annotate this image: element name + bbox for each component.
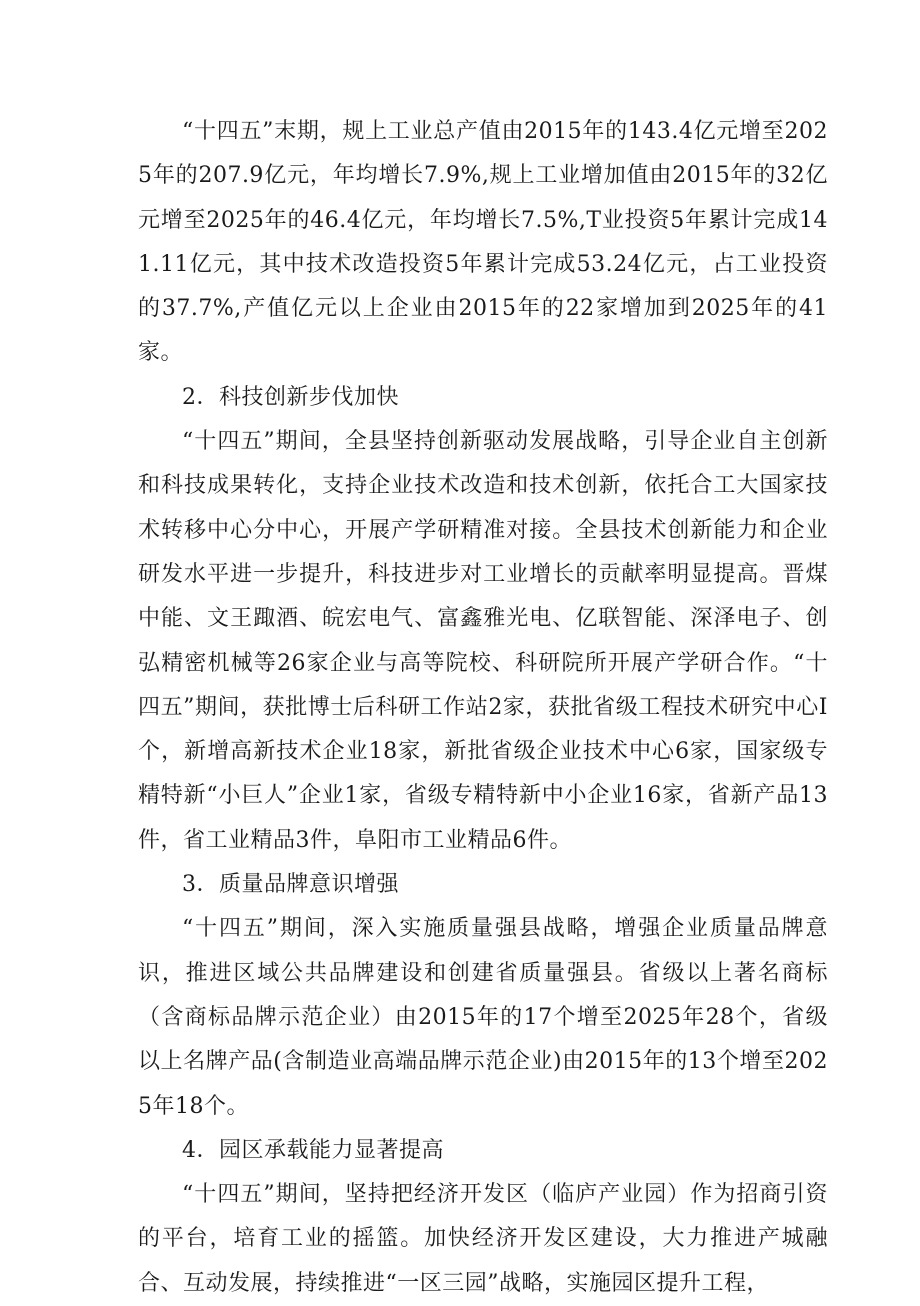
paragraph-industrial-output: “十四五”末期，规上工业总产值由2015年的143.4亿元增至2025年的207.9亿元，年均增长7.9%,规上工业增加值由2015年的32亿元增至2025年的46.4亿元，年均增长7.5%,T业投资5年累计完成141.11亿元，其中技术改造投资5年累计完成53.24亿元，占工业投资的37.7%,产值亿元以上企业由2015年的22家增加到2025年的41家。 [138, 119, 828, 366]
document-body [138, 110, 828, 1306]
section-heading-industrial-park: 4．园区承载能力显著提高 [182, 1137, 444, 1163]
paragraph-quality-brand: “十四五”期间，深入实施质量强县战略，增强企业质量品牌意识，推进区域公共品牌建设和创建省质量强县。省级以上著名商标（含商标品牌示范企业）由2015年的17个增至2025年28个，省级以上名牌产品(含制造业高端品牌示范企业)由2015年的13个增至2025年18个。 [138, 916, 828, 1119]
section-heading-tech-innovation: 2．科技创新步伐加快 [182, 384, 399, 410]
paragraph-industrial-park: “十四五”期间，坚持把经济开发区（临庐产业园）作为招商引资的平台，培育工业的摇篮。加快经济开发区建设，大力推进产城融合、互动发展，持续推进“一区三园”战略，实施园区提升工程， [138, 1182, 828, 1296]
paragraph-tech-innovation: “十四五”期间，全县坚持创新驱动发展战略，引导企业自主创新和科技成果转化，支持企业技术改造和技术创新，依托合工大国家技术转移中心分中心，开展产学研精准对接。全县技术创新能力和企业研发水平进一步提升，科技进步对工业增长的贡献率明显提高。晋煤中能、文王踙酒、皖宏电气、富鑫雅光电、亿联智能、深泽电子、创弘精密机械等26家企业与高等院校、科研院所开展产学研合作。“十四五”期间，获批博士后科研工作站2家，获批省级工程技术研究中心I个，新增高新技术企业18家，新批省级企业技术中心6家，国家级专精特新“小巨人”企业1家，省级专精特新中小企业16家，省新产品13件，省工业精品3件，阜阳市工业精品6件。 [138, 429, 828, 853]
section-heading-quality-brand: 3．质量品牌意识增强 [182, 872, 399, 898]
